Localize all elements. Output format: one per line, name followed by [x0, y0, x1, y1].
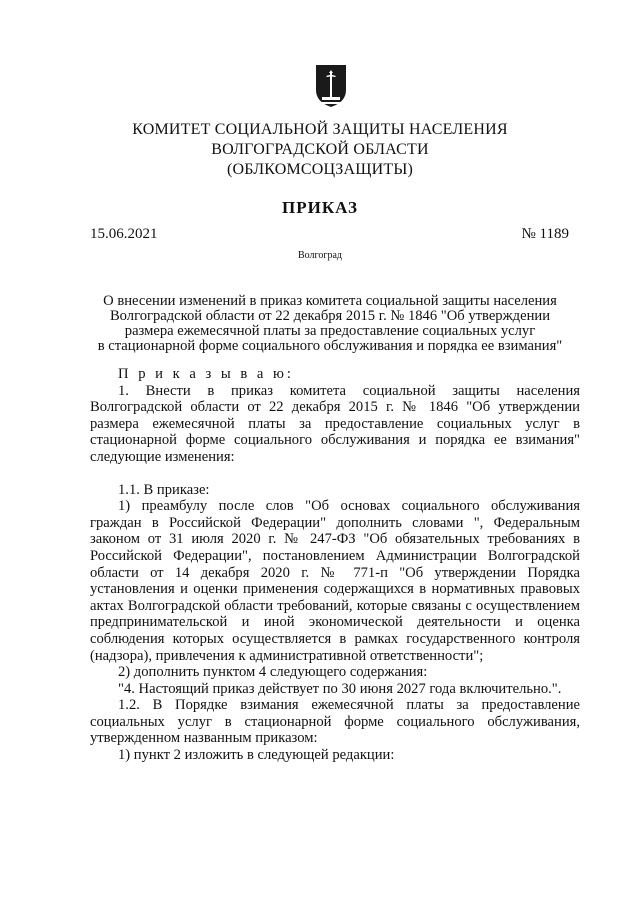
paragraph: 1.2. В Порядке взимания ежемесячной платы за предоставление социальных услуг в стационарной форме социального обслуживания, утвержденном названным приказом:: [90, 697, 580, 747]
paragraph: 1) преамбулу после слов "Об основах социального обслуживания граждан в Российской Федерации" дополнить словами ", Федеральным законом от 31 июля 2020 г. № 247-ФЗ "Об обязательных требованиях в Российской Федерации", постановлением Администрации Волгоградской области от 14 декабря 2020 г. № 771-п "Об утверждении Порядка установления и оценки применения содержащихся в нормативных правовых актах Волгоградской области требований, которые связаны с осуществлением предпринимательской и иной экономической деятельности и оценка соблюдения которых осуществляется в рамках государственного контроля (надзора), привлечения к административной ответственности";: [90, 498, 580, 664]
subject-line: в стационарной форме социального обслуживания и порядка ее взимания": [97, 338, 563, 354]
org-line: ВОЛГОГРАДСКОЙ ОБЛАСТИ: [211, 141, 429, 158]
subject-line: Волгоградской области от 22 декабря 2015 г. № 1846 "Об утверждении: [109, 308, 551, 324]
paragraph: 1.1. В приказе:: [118, 481, 210, 498]
org-line: (ОБЛКОМСОЦЗАЩИТЫ): [226, 161, 414, 178]
paragraph: 1. Внести в приказ комитета социальной защиты населения Волгоградской области от 22 декабря 2015 г. № 1846 "Об утверждении размера ежемесячной платы за предоставление социальных услуг в стационарной форме социального обслуживания и порядка ее взимания" следующие изменения:: [90, 382, 580, 465]
order-directive: П р и к а з ы в а ю:: [118, 366, 294, 382]
order-date: 15.06.2021: [90, 226, 158, 242]
org-line: КОМИТЕТ СОЦИАЛЬНОЙ ЗАЩИТЫ НАСЕЛЕНИЯ: [132, 121, 508, 138]
coat-of-arms-icon: [314, 64, 348, 108]
order-body: [90, 366, 580, 764]
order-subject: [80, 294, 580, 354]
paragraph: 1) пункт 2 изложить в следующей редакции:: [118, 747, 395, 764]
subject-line: размера ежемесячной платы за предоставление социальных услуг: [124, 323, 536, 339]
organization-name: [0, 120, 640, 180]
paragraph: "4. Настоящий приказ действует по 30 июня 2027 года включительно.".: [118, 680, 562, 697]
order-number: № 1189: [521, 226, 569, 242]
city-name: Волгоград: [297, 250, 342, 261]
subject-line: О внесении изменений в приказ комитета социальной защиты населения: [103, 293, 557, 309]
paragraph: 2) дополнить пунктом 4 следующего содержания:: [118, 664, 428, 681]
document-type-title: ПРИКАЗ: [282, 198, 358, 217]
